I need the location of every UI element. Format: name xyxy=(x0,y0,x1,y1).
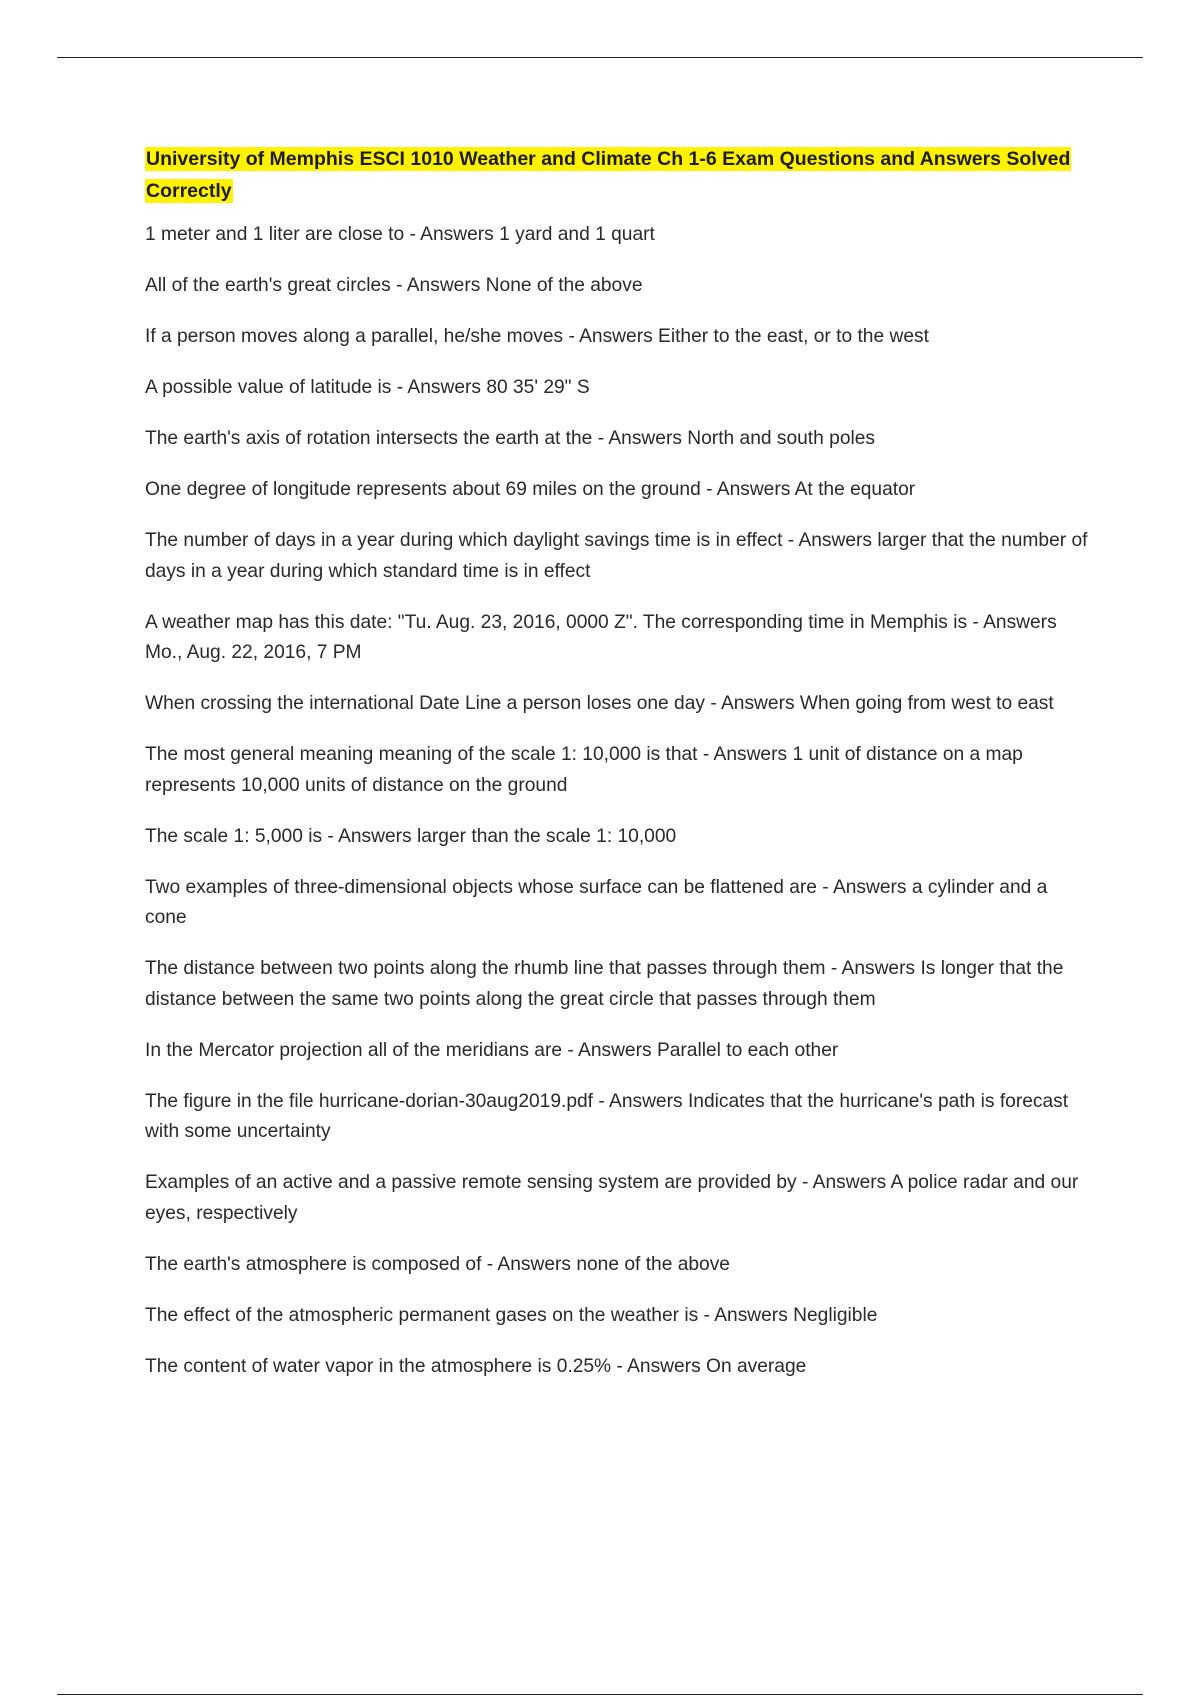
qa-item xyxy=(145,822,1090,853)
qa-separator: - xyxy=(698,1304,715,1326)
qa-question: Examples of an active and a passive remote sensing system are provided by xyxy=(145,1172,797,1193)
qa-question: All of the earth's great circles xyxy=(145,275,391,296)
qa-answer-prefix: Answers xyxy=(983,611,1057,633)
qa-answer-prefix: Answers xyxy=(608,428,682,449)
qa-item xyxy=(145,689,1090,720)
header-rule xyxy=(57,57,1143,58)
qa-item xyxy=(145,1301,1090,1332)
qa-question: The earth's axis of rotation intersects the earth at the xyxy=(145,428,593,449)
qa-answer: Mo., Aug. 22, 2016, 7 PM xyxy=(145,642,362,663)
qa-separator: - xyxy=(563,326,580,347)
qa-answer-prefix: Answers xyxy=(812,1172,887,1193)
qa-separator: - xyxy=(782,530,799,551)
qa-answer-prefix: Answers xyxy=(720,693,795,714)
qa-answer: a cylinder and a cone xyxy=(145,876,1048,928)
qa-item xyxy=(145,373,1090,404)
qa-separator: - xyxy=(322,825,339,847)
qa-item xyxy=(145,1036,1090,1067)
qa-separator: - xyxy=(593,1090,610,1112)
qa-item xyxy=(145,608,1090,669)
document-title-text: University of Memphis ESCI 1010 Weather and Climate Ch 1-6 Exam Questions and Answers Solved Correctly xyxy=(146,148,1071,202)
qa-separator: - xyxy=(704,693,721,714)
qa-answer-prefix: Answers xyxy=(714,1304,788,1326)
qa-answer: None of the above xyxy=(485,275,643,296)
qa-question: The figure in the file hurricane-dorian-30aug2019.pdf xyxy=(145,1090,594,1112)
qa-question: The distance between two points along the rhumb line that passes through them xyxy=(145,958,826,979)
qa-question: Two examples of three-dimensional objects whose surface can be flattened are xyxy=(145,876,817,898)
qa-item xyxy=(145,424,1090,455)
qa-item xyxy=(145,1352,1090,1383)
qa-answer: larger than the scale 1: 10,000 xyxy=(416,825,677,847)
qa-answer: 1 yard and 1 quart xyxy=(499,224,655,245)
qa-answer-prefix: Answers xyxy=(627,1355,701,1377)
qa-question: The scale 1: 5,000 is xyxy=(145,825,323,847)
qa-question: The number of days in a year during which daylight savings time is in effect xyxy=(145,530,783,551)
qa-answer-prefix: Answers xyxy=(716,479,791,500)
qa-answer-prefix: Answers xyxy=(578,1039,652,1061)
qa-answer-prefix: Answers xyxy=(420,224,494,245)
qa-question: If a person moves along a parallel, he/she moves xyxy=(145,326,564,347)
qa-separator: - xyxy=(481,1253,498,1275)
qa-item xyxy=(145,1168,1090,1229)
qa-answer-prefix: Answers xyxy=(798,530,873,551)
document-title xyxy=(145,143,1090,207)
qa-separator: - xyxy=(697,744,714,765)
qa-answer-prefix: Answers xyxy=(832,876,907,898)
qa-item xyxy=(145,873,1090,934)
qa-separator: - xyxy=(967,611,984,633)
qa-question: A possible value of latitude is xyxy=(145,377,392,398)
qa-separator: - xyxy=(816,876,833,898)
qa-item xyxy=(145,1087,1090,1148)
qa-answer: Either to the east, or to the west xyxy=(658,326,929,347)
qa-answer: At the equator xyxy=(794,479,916,500)
qa-separator: - xyxy=(592,428,609,449)
qa-separator: - xyxy=(796,1172,813,1193)
qa-question: The effect of the atmospheric permanent gases on the weather is xyxy=(145,1304,699,1326)
qa-answer: North and south poles xyxy=(687,428,876,449)
qa-answer: A police radar and our eyes, respectively xyxy=(145,1172,1079,1224)
qa-item xyxy=(145,740,1090,801)
qa-separator: - xyxy=(390,275,407,296)
qa-answer: When going from west to east xyxy=(799,693,1054,714)
qa-list xyxy=(145,220,1090,1382)
qa-question: 1 meter and 1 liter are close to xyxy=(145,224,405,245)
qa-separator: - xyxy=(562,1039,579,1061)
qa-answer: Is longer that the distance between the same two points along the great circle that passes through them xyxy=(145,958,1064,1010)
qa-answer: Parallel to each other xyxy=(656,1039,839,1061)
qa-answer: On average xyxy=(706,1355,807,1377)
qa-item xyxy=(145,954,1090,1015)
qa-item xyxy=(145,220,1090,251)
qa-separator: - xyxy=(700,479,717,500)
qa-question: The most general meaning meaning of the scale 1: 10,000 is that xyxy=(145,744,698,765)
qa-answer-prefix: Answers xyxy=(609,1090,683,1112)
footer-rule xyxy=(57,1694,1143,1695)
qa-item xyxy=(145,475,1090,506)
qa-answer: Indicates that the hurricane's path is forecast with some uncertainty xyxy=(145,1090,1069,1142)
qa-separator: - xyxy=(611,1355,628,1377)
qa-question: When crossing the international Date Line a person loses one day xyxy=(145,693,705,714)
document-body xyxy=(145,143,1090,1403)
qa-answer-prefix: Answers xyxy=(497,1253,571,1275)
qa-question: The earth's atmosphere is composed of xyxy=(145,1253,482,1275)
qa-answer: 1 unit of distance on a map represents 10,000 units of distance on the ground xyxy=(145,744,1023,796)
qa-answer: Negligible xyxy=(793,1304,878,1326)
qa-answer-prefix: Answers xyxy=(579,326,653,347)
qa-item xyxy=(145,526,1090,587)
qa-item xyxy=(145,322,1090,353)
qa-item xyxy=(145,1250,1090,1281)
qa-question: In the Mercator projection all of the meridians are xyxy=(145,1039,563,1061)
qa-separator: - xyxy=(825,958,842,979)
qa-answer: none of the above xyxy=(576,1253,730,1275)
qa-answer: larger that the number of days in a year during which standard time is in effect xyxy=(145,530,1088,582)
qa-answer-prefix: Answers xyxy=(841,958,916,979)
qa-answer-prefix: Answers xyxy=(406,275,481,296)
qa-answer: 80 35' 29" S xyxy=(486,377,590,398)
qa-answer-prefix: Answers xyxy=(407,377,481,398)
qa-separator: - xyxy=(404,224,421,245)
qa-separator: - xyxy=(391,377,408,398)
qa-answer-prefix: Answers xyxy=(338,825,412,847)
qa-question: A weather map has this date: "Tu. Aug. 23, 2016, 0000 Z". The corresponding time in Memphis is xyxy=(145,611,968,633)
qa-item xyxy=(145,271,1090,302)
qa-answer-prefix: Answers xyxy=(713,744,788,765)
qa-question: One degree of longitude represents about 69 miles on the ground xyxy=(145,479,701,500)
qa-question: The content of water vapor in the atmosphere is 0.25% xyxy=(145,1355,612,1377)
